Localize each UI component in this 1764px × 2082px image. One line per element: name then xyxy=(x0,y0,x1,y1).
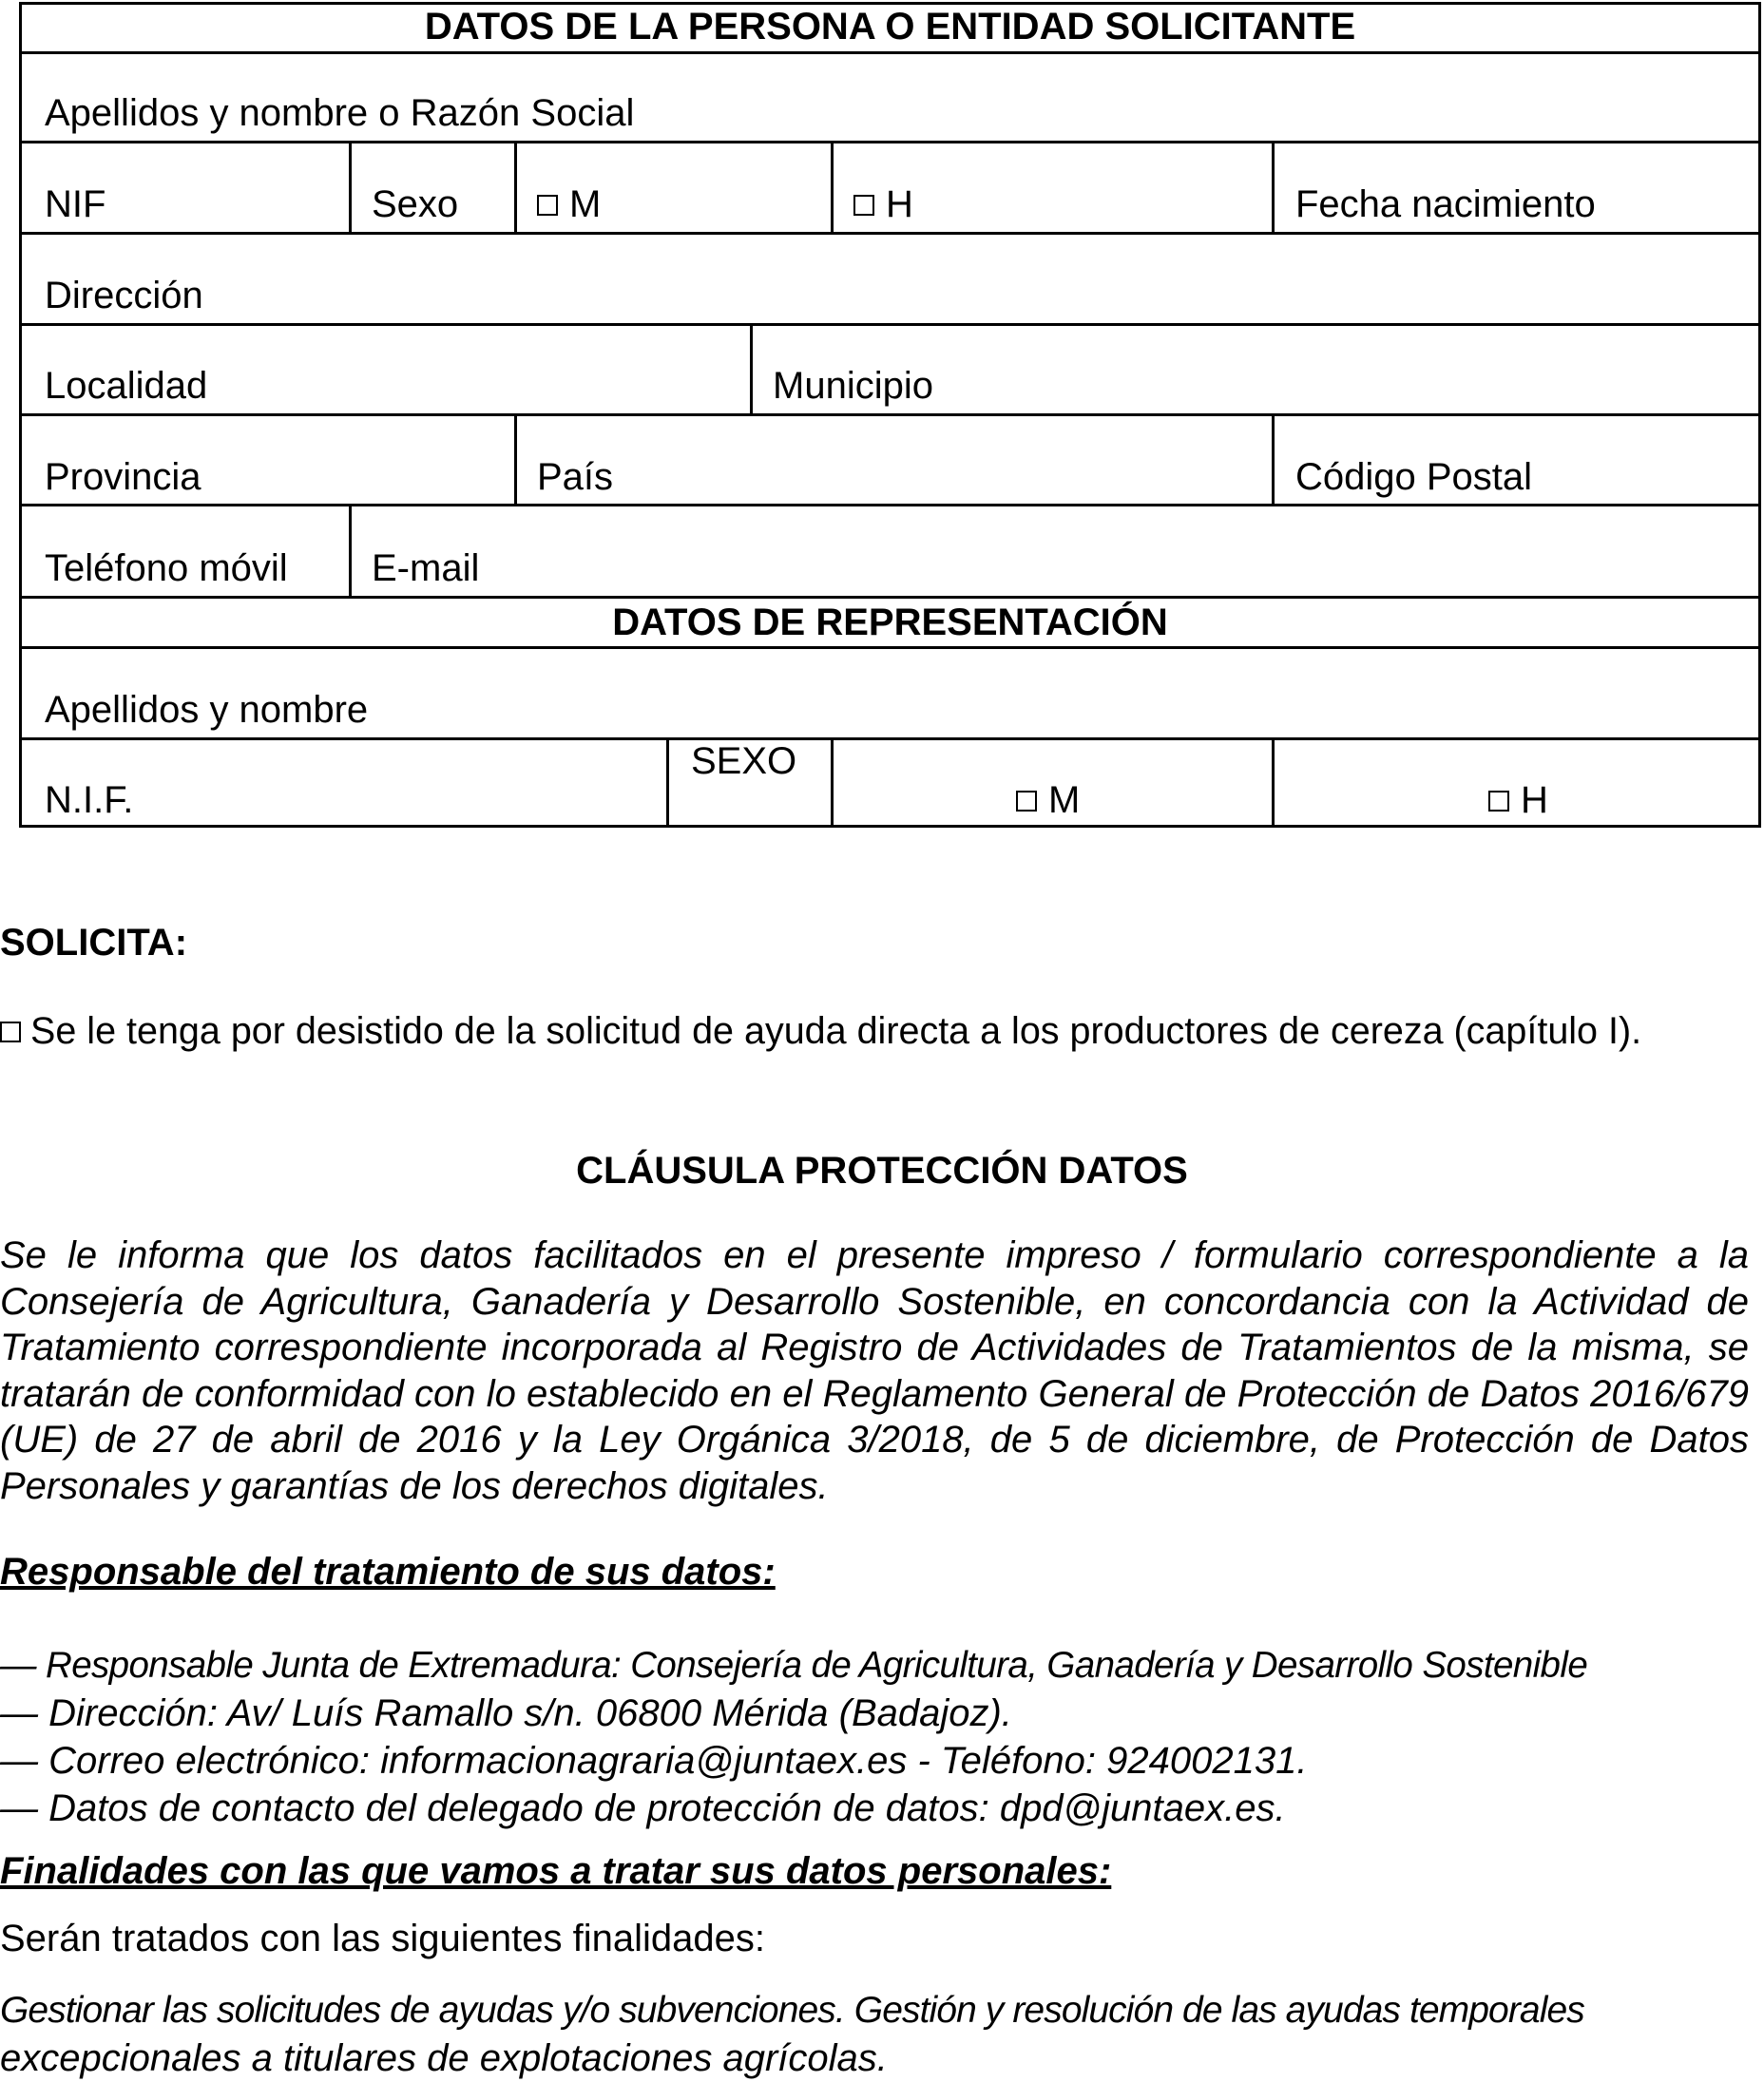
col-divider xyxy=(349,141,352,232)
responsible-line: — Responsable Junta de Extremadura: Consejería de Agricultura, Ganadería y Desarrollo Sostenible xyxy=(0,1645,1588,1686)
applicant-nif-label: NIF xyxy=(45,183,106,225)
purposes-text: Gestionar las solicitudes de ayudas y/o subvenciones. Gestión y resolución de las ayudas temporales xyxy=(0,1990,1584,2031)
row-divider xyxy=(22,141,1758,143)
clause-paragraph: Se le informa que los datos facilitados en el presente impreso / formulario correspondiente a la Consejería de Agricultura, Ganadería y Desarrollo Sostenible, en concordancia con la Actividad de Tratamiento correspondiente incorporada al Registro de Actividades de Tratamientos de la misma, se tratarán de conformidad con lo establecido en el Reglamento General de Protección de Datos 2016/679 (UE) de 27 de abril de 2016 y la Ley Orgánica 3/2018, de 5 de diciembre, de Protección de Datos Personales y garantías de los derechos digitales. xyxy=(0,1234,1749,1507)
request-title: SOLICITA: xyxy=(0,922,188,964)
representation-heading: DATOS DE REPRESENTACIÓN xyxy=(612,602,1168,643)
col-divider xyxy=(1272,413,1275,504)
row-divider xyxy=(22,504,1758,506)
representation-name-label: Apellidos y nombre xyxy=(45,689,369,731)
sex-h-label: H xyxy=(886,183,913,225)
applicant-birthdate-label: Fecha nacimiento xyxy=(1295,183,1596,225)
col-divider xyxy=(666,737,669,825)
applicant-sex-m-option[interactable] xyxy=(537,182,601,226)
applicant-sex-h-option[interactable] xyxy=(853,182,913,226)
representation-sex-label: SEXO xyxy=(691,740,797,782)
applicant-postal-label: Código Postal xyxy=(1295,456,1533,498)
request-option[interactable] xyxy=(0,1010,1641,1053)
row-divider xyxy=(22,737,1758,740)
purposes-intro: Serán tratados con las siguientes finalidades: xyxy=(0,1918,765,1959)
col-divider xyxy=(831,737,834,825)
applicant-name-label: Apellidos y nombre o Razón Social xyxy=(45,92,635,134)
purposes-heading: Finalidades con las que vamos a tratar sus datos personales: xyxy=(0,1850,1112,1892)
applicant-municipality-label: Municipio xyxy=(773,365,933,407)
request-option-text: Se le tenga por desistido de la solicitud de ayuda directa a los productores de cereza (capítulo I). xyxy=(30,1010,1642,1052)
col-divider xyxy=(349,504,352,596)
col-divider xyxy=(514,141,517,232)
checkbox-icon[interactable] xyxy=(1016,791,1037,812)
applicant-mobile-label: Teléfono móvil xyxy=(45,547,288,589)
rep-sex-h-label: H xyxy=(1521,779,1548,821)
col-divider xyxy=(831,141,834,232)
sex-m-label: M xyxy=(569,183,602,225)
col-divider xyxy=(514,413,517,504)
representation-sex-h-option[interactable] xyxy=(1488,778,1548,822)
applicant-address-label: Dirección xyxy=(45,275,203,316)
representation-nif-label: N.I.F. xyxy=(45,779,134,821)
applicant-form-table xyxy=(19,2,1761,828)
checkbox-icon[interactable] xyxy=(1488,791,1509,812)
rep-sex-m-label: M xyxy=(1048,779,1081,821)
responsible-line: — Datos de contacto del delegado de protección de datos: dpd@juntaex.es. xyxy=(0,1787,1286,1829)
applicant-country-label: País xyxy=(537,456,614,498)
row-divider xyxy=(22,646,1758,649)
row-divider xyxy=(22,51,1758,54)
col-divider xyxy=(1272,737,1275,825)
row-divider xyxy=(22,323,1758,326)
col-divider xyxy=(1272,141,1275,232)
clause-title: CLÁUSULA PROTECCIÓN DATOS xyxy=(576,1150,1188,1192)
responsible-heading: Responsable del tratamiento de sus datos: xyxy=(0,1551,776,1593)
col-divider xyxy=(750,323,753,413)
applicant-province-label: Provincia xyxy=(45,456,201,498)
checkbox-icon[interactable] xyxy=(853,195,874,216)
applicant-sex-label: Sexo xyxy=(372,183,459,225)
responsible-line: — Correo electrónico: informacionagraria@juntaex.es - Teléfono: 924002131. xyxy=(0,1740,1308,1782)
purposes-text: excepcionales a titulares de explotaciones agrícolas. xyxy=(0,2037,888,2079)
row-divider xyxy=(22,413,1758,416)
applicant-locality-label: Localidad xyxy=(45,365,208,407)
applicant-email-label: E-mail xyxy=(372,547,480,589)
checkbox-icon[interactable] xyxy=(0,1022,21,1042)
applicant-heading: DATOS DE LA PERSONA O ENTIDAD SOLICITANTE xyxy=(424,6,1356,48)
representation-sex-m-option[interactable] xyxy=(1016,778,1080,822)
checkbox-icon[interactable] xyxy=(537,195,558,216)
responsible-line: — Dirección: Av/ Luís Ramallo s/n. 06800 Mérida (Badajoz). xyxy=(0,1692,1012,1734)
row-divider xyxy=(22,232,1758,235)
